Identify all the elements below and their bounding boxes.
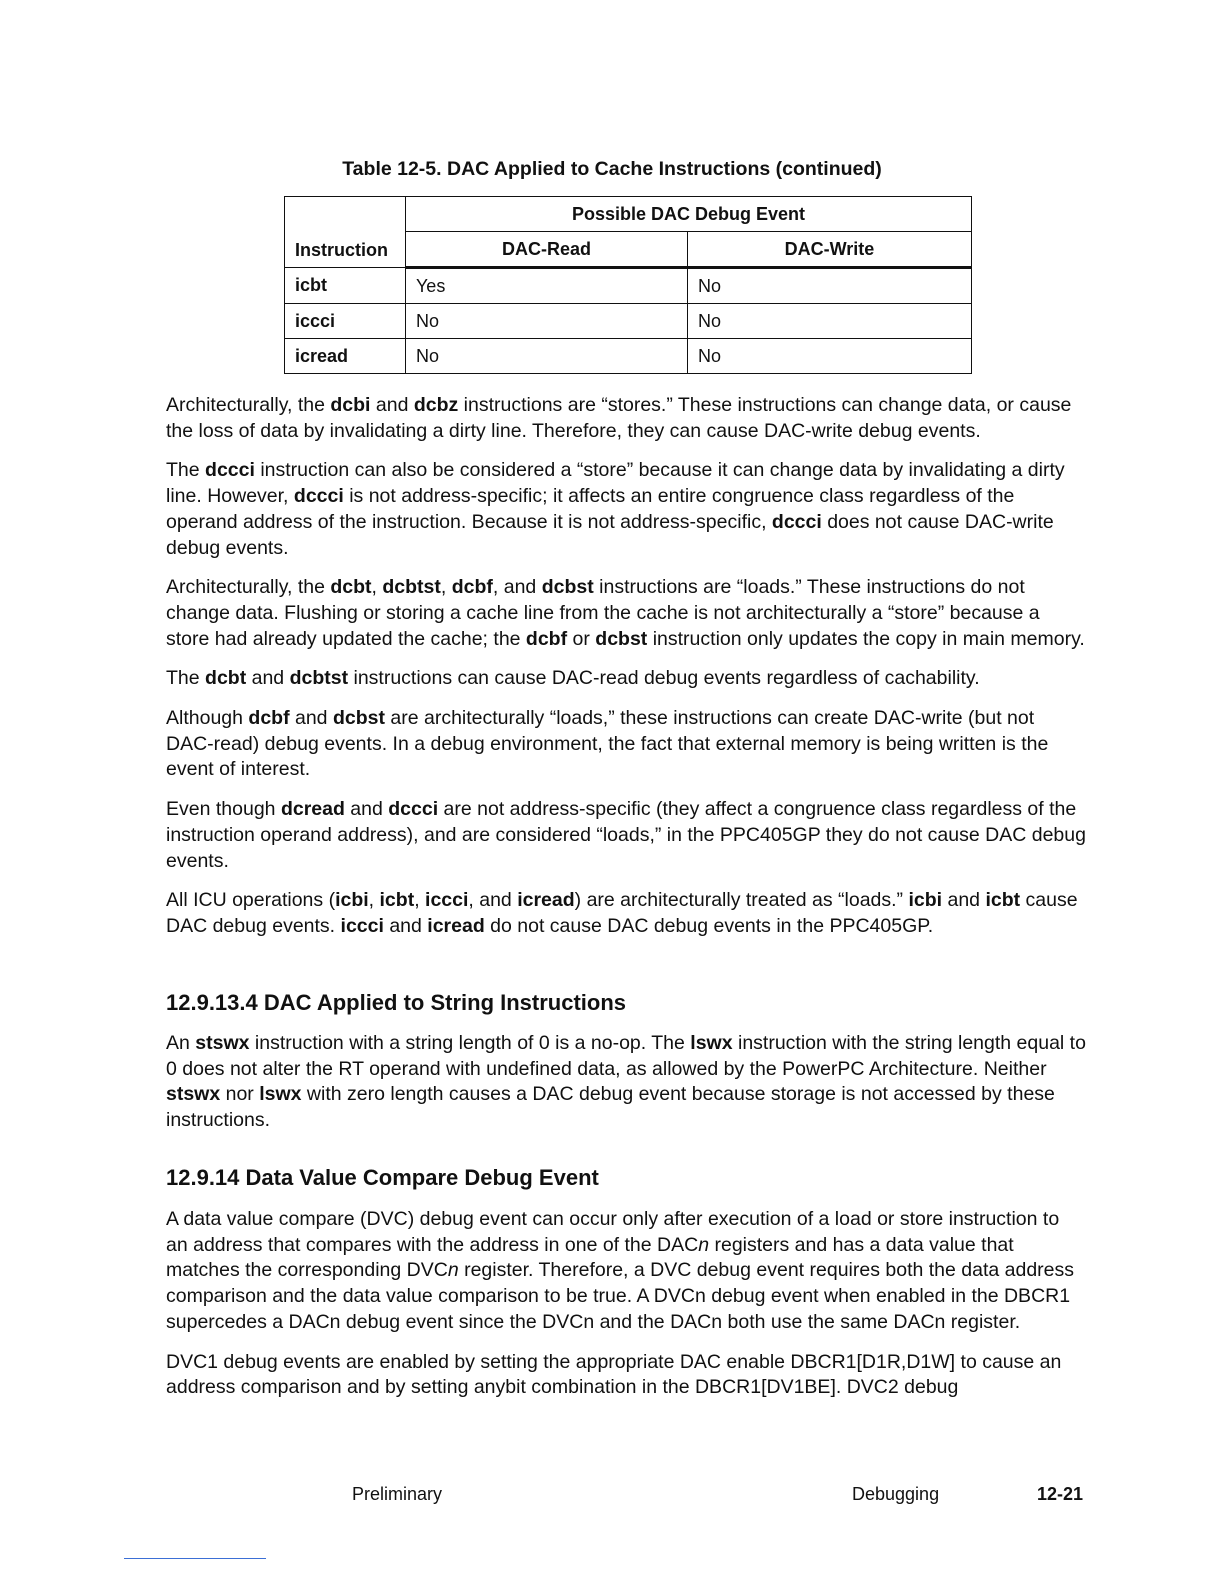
inline-mnemonic: dcbtst	[382, 576, 441, 599]
section-data-value-compare	[166, 1165, 1086, 1401]
inline-mnemonic: stswx	[195, 1032, 250, 1054]
dac-write-column-header: DAC-Write	[687, 232, 971, 268]
instruction-cell: iccci	[285, 304, 406, 339]
paragraph-dcbf-dcbst: Although dcbf and dcbst are architecturally “loads,” these instructions can create DAC-write (but not DAC-read) debug events. In a debug environment, the fact that external memory is being written is the event of interest.	[166, 707, 1049, 781]
inline-mnemonic: dccci	[771, 510, 822, 533]
dac-cache-table	[284, 196, 972, 374]
inline-mnemonic: icread	[517, 889, 575, 912]
inline-mnemonic: dcread	[280, 798, 345, 821]
inline-mnemonic: dcbz	[413, 394, 459, 416]
inline-variable: n	[447, 1259, 459, 1282]
inline-mnemonic: lswx	[259, 1083, 302, 1106]
dac-read-column-header: DAC-Read	[405, 232, 687, 268]
inline-mnemonic: dcbt	[330, 576, 372, 599]
paragraph-loads: Architecturally, the dcbt, dcbtst, dcbf, and dcbst instructions are “loads.” These instructions do not change data. Flushing or storing a cache line from the cache is not architecturally a “store” because a store had already updated the cache; the dcbf or dcbst instruction only updates the copy in main memory.	[166, 576, 1085, 650]
paragraph-dvc-definition: A data value compare (DVC) debug event can occur only after execution of a load or store instruction to an address that compares with the address in one of the DACn registers and has a data value that matches the corresponding DVCn register. Therefore, a DVC debug event requires both the data address comparison and the data value comparison to be true. A DVCn debug event when enabled in the DBCR1 supercedes a DACn debug event since the DVCn and the DACn both use the same DACn register.	[166, 1208, 1075, 1333]
footer-page-number: 12-21	[1037, 1484, 1084, 1504]
table-row	[285, 268, 972, 304]
inline-mnemonic: dcbt	[205, 667, 247, 690]
dac-write-cell: No	[687, 304, 971, 339]
inline-mnemonic: dcbf	[248, 707, 290, 730]
dac-read-cell: No	[405, 339, 687, 374]
section-string-instructions	[166, 990, 1086, 1134]
paragraph-dccci-store: The dccci instruction can also be considered a “store” because it can change data by invalidating a dirty line. However, dccci is not address-specific; it affects an entire congruence class regardless of the operand address of the instruction. Because it is not address-specific, dccci does not cause DAC-write debug events.	[166, 459, 1065, 559]
inline-variable: n	[698, 1233, 710, 1256]
paragraph-icu-operations: All ICU operations (icbi, icbt, iccci, and icread) are architecturally treated as “loads.” icbi and icbt cause DAC debug events. iccci and icread do not cause DAC debug events in the PPC405GP.	[166, 889, 1078, 937]
table-caption: Table 12-5. DAC Applied to Cache Instructions (continued)	[342, 158, 882, 180]
inline-mnemonic: iccci	[340, 914, 384, 937]
paragraph-dvc1-enable: DVC1 debug events are enabled by setting the appropriate DAC enable DBCR1[D1R,D1W] to cause an address comparison and by setting anybit combination in the DBCR1[DV1BE]. DVC2 debug	[166, 1350, 1062, 1399]
paragraph-dcread-dccci: Even though dcread and dccci are not address-specific (they affect a congruence class regardless of the instruction operand address), and are considered “loads,” in the PPC405GP they do not cause DAC debug events.	[166, 798, 1086, 872]
section-heading-data-value-compare: 12.9.14 Data Value Compare Debug Event	[166, 1165, 599, 1190]
footer-chapter-title: Debugging	[852, 1484, 940, 1504]
inline-mnemonic: dcbst	[332, 707, 385, 730]
table-row	[285, 339, 972, 374]
inline-mnemonic: icbi	[335, 889, 369, 912]
body-text-upper	[166, 393, 1086, 940]
inline-mnemonic: dccci	[205, 459, 255, 482]
inline-mnemonic: icbi	[908, 889, 943, 912]
section-heading-string-instructions: 12.9.13.4 DAC Applied to String Instructions	[166, 990, 627, 1015]
inline-mnemonic: dcbst	[595, 627, 648, 650]
inline-mnemonic: icread	[427, 914, 485, 937]
table-row	[285, 304, 972, 339]
dac-write-cell: No	[687, 339, 971, 374]
table-header-row	[285, 197, 972, 232]
paragraph-dcbt-dcbtst: The dcbt and dcbtst instructions can cause DAC-read debug events regardless of cachability.	[166, 667, 980, 690]
inline-mnemonic: dcbf	[525, 627, 568, 650]
possible-dac-event-header: Possible DAC Debug Event	[405, 197, 971, 232]
inline-mnemonic: dcbst	[541, 576, 594, 599]
inline-mnemonic: dccci	[388, 798, 439, 821]
inline-mnemonic: stswx	[166, 1083, 221, 1106]
paragraph-dcbi-dcbz: Architecturally, the dcbi and dcbz instructions are “stores.” These instructions can change data, or cause the loss of data by invalidating a dirty line. Therefore, they can cause DAC-write debug events.	[166, 394, 1072, 442]
dac-read-cell: Yes	[405, 268, 687, 304]
dac-write-cell: No	[687, 268, 971, 304]
instruction-column-header: Instruction	[285, 197, 406, 268]
inline-mnemonic: iccci	[425, 889, 469, 912]
instruction-cell: icbt	[285, 268, 406, 304]
paragraph-string-instructions: An stswx instruction with a string length of 0 is a no-op. The lswx instruction with the string length equal to 0 does not alter the RT operand with undefined data, as allowed by the PowerPC Architecture. Neither stswx nor lswx with zero length causes a DAC debug event because storage is not accessed by these instructions.	[166, 1032, 1086, 1132]
inline-mnemonic: dcbtst	[289, 667, 349, 690]
inline-mnemonic: dccci	[293, 485, 344, 508]
inline-mnemonic: icbt	[379, 889, 415, 912]
dac-read-cell: No	[405, 304, 687, 339]
instruction-cell: icread	[285, 339, 406, 374]
inline-mnemonic: icbt	[985, 889, 1021, 912]
inline-mnemonic: lswx	[690, 1032, 733, 1054]
footer-rule	[124, 1558, 266, 1559]
footer-preliminary: Preliminary	[352, 1484, 443, 1504]
inline-mnemonic: dcbi	[330, 394, 371, 416]
inline-mnemonic: dcbf	[451, 576, 493, 599]
